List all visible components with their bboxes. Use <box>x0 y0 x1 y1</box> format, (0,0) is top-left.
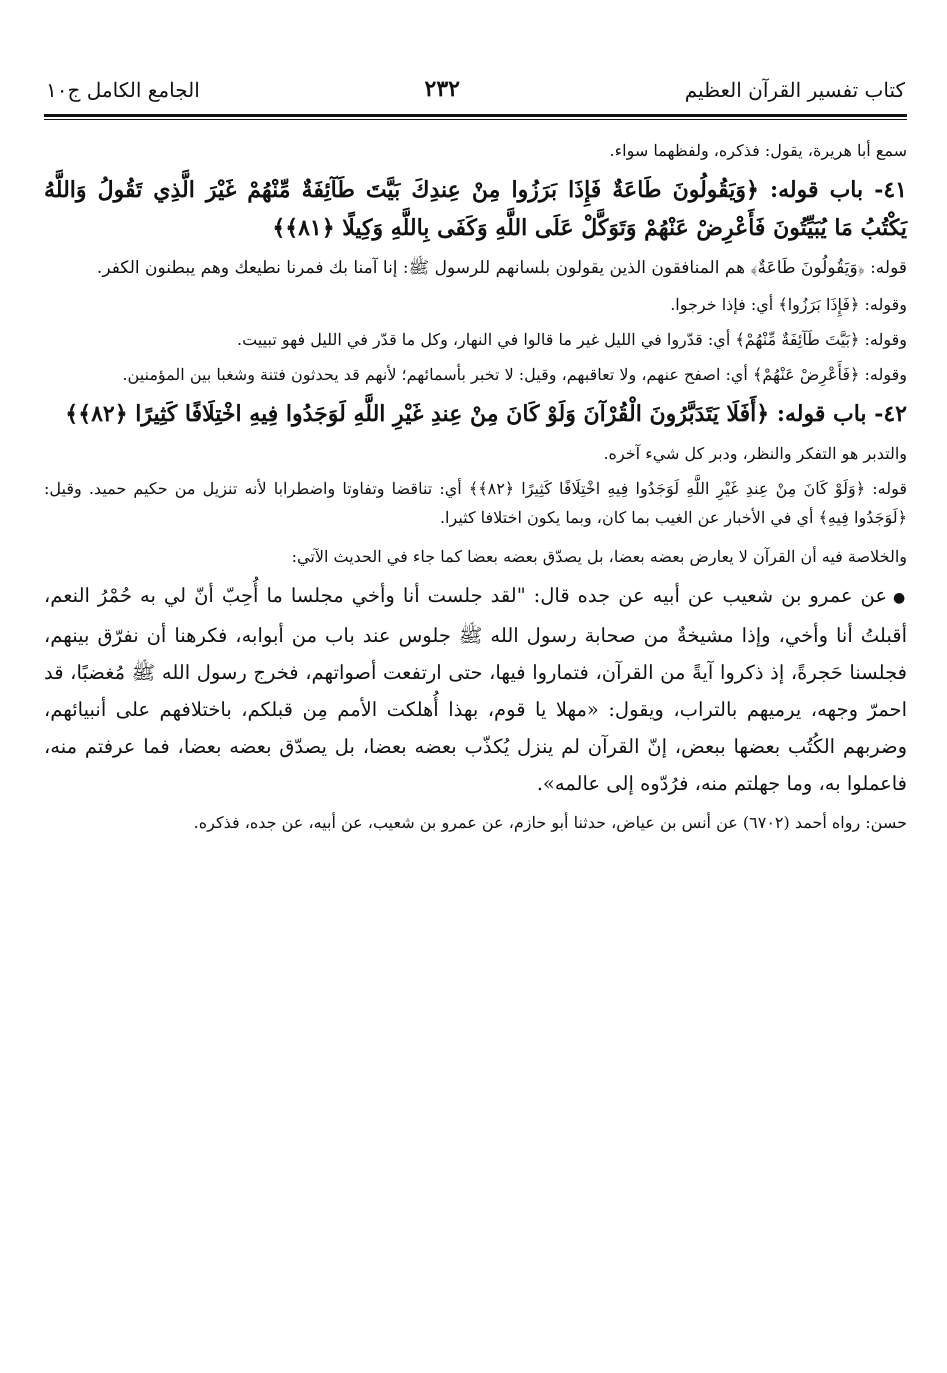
chapter-label: ٤٢- باب قوله: <box>776 401 907 427</box>
paragraph: وقوله: ﴿فَأَعْرِضْ عَنْهُمْ﴾ أي: اصفح عنهم، ولا تعاقبهم، وقيل: لا تخبر بأسمائهم؛ لأنهم قد يحدثون فتنة وشغبا بين المؤمنين. <box>122 365 907 384</box>
takhrij-note: حسن: رواه أحمد (٦٧٠٢) عن أنس بن عياض، حدثنا أبو حازم، عن عمرو بن شعيب، عن أبيه، عن جده، فذكره. <box>193 813 907 832</box>
paragraph: وقوله: ﴿بَيَّتَ طَآئِفَةٌ مِّنْهُمْ﴾ أي: قدّروا في الليل غير ما قالوا في النهار، وكل ما قدّر في الليل فهو تبييت. <box>237 330 907 349</box>
bullet-icon: ● <box>892 590 907 606</box>
chapter-label: ٤١- باب قوله: <box>770 177 907 203</box>
hadith-text <box>44 577 907 802</box>
paragraph: وقوله: ﴿فَإِذَا بَرَزُوا﴾ أي: فإذا خرجوا. <box>670 295 907 314</box>
book-title: كتاب تفسير القرآن العظيم <box>684 78 905 102</box>
chapter-heading-42 <box>44 395 907 433</box>
hadith-body: عن عمرو بن شعيب عن أبيه عن جده قال: "لقد جلست أنا وأخي مجلسا ما أُحِبّ أنّ لي به حُمْرُ النعم، أقبلتُ أنا وأخي، وإذا مشيخةٌ من صحابة رسول الله ﷺ جلوس عند باب من أبوابه، فكرهنا أن نفرّق بينهم، فجلسنا حَجرةً، إذ ذكروا آيةً من القرآن، فتماروا فيها، حتى ارتفعت أصواتهم، فخرج رسول الله ﷺ مُغضبًا، قد احمرّ وجهه، يرميهم بالتراب، ويقول: «مهلا يا قوم، بهذا أُهلكت الأمم مِن قبلكم، باختلافهم على أنبيائهم، وضربهم الكُتُب بعضها ببعض، إنّ القرآن لم ينزل يُكذّب بعضه بعضا، بل يصدّق بعضه بعضا، فما عرفتم منه، فاعملوا به، وما جهلتم منه، فرُدّوه إلى عالمه». <box>44 584 907 795</box>
quran-verse: ﴿وَيَقُولُونَ طَاعَةٌ فَإِذَا بَرَزُوا مِنْ عِندِكَ بَيَّتَ طَآئِفَةٌ مِّنْهُمْ غَيْرَ الَّذِي تَقُولُ وَاللَّهُ يَكْتُبُ مَا يُبَيِّتُونَ فَأَعْرِضْ عَنْهُمْ وَتَوَكَّلْ عَلَى اللَّهِ وَكَفَى بِاللَّهِ وَكِيلًا ﴿٨١﴾﴾ <box>44 177 907 241</box>
chapter-heading-41 <box>44 171 907 247</box>
paragraph: قوله: ﴿وَلَوْ كَانَ مِنْ عِندِ غَيْرِ اللَّهِ لَوَجَدُوا فِيهِ اخْتِلَافًا كَثِيرًا ﴿٨٢﴾﴾ أي: تناقضا وتفاوتا واضطرابا لأنه تنزيل من حكيم حميد. وقيل: ﴿لَوَجَدُوا فِيهِ﴾ أي في الأخبار عن الغيب بما كان، وبما يكون اختلافا كثيرا. <box>44 479 907 527</box>
page-body <box>44 136 907 837</box>
running-header <box>44 62 907 100</box>
paragraph: قوله: ﴿وَيَقُولُونَ طَاعَةٌ﴾ هم المنافقون الذين يقولون بلسانهم للرسول ﷺ: إنا آمنا بك فمرنا نطيعك وهم يبطنون الكفر. <box>96 258 907 278</box>
volume-label: الجامع الكامل ج١٠ <box>46 78 200 102</box>
paragraph: سمع أبا هريرة، يقول: فذكره، ولفظهما سواء. <box>609 141 907 160</box>
page-number: ٢٣٢ <box>424 76 460 102</box>
paragraph: والتدبر هو التفكر والنظر، ودبر كل شيء آخره. <box>603 444 907 463</box>
quran-verse: ﴿أَفَلَا يَتَدَبَّرُونَ الْقُرْآنَ وَلَوْ كَانَ مِنْ عِندِ غَيْرِ اللَّهِ لَوَجَدُوا فِيهِ اخْتِلَافًا كَثِيرًا ﴿٨٢﴾﴾ <box>65 401 770 427</box>
header-rule <box>44 114 907 120</box>
book-page <box>44 62 907 1353</box>
paragraph: والخلاصة فيه أن القرآن لا يعارض بعضه بعضا، بل يصدّق بعضه بعضا كما جاء في الحديث الآتي: <box>291 547 907 566</box>
